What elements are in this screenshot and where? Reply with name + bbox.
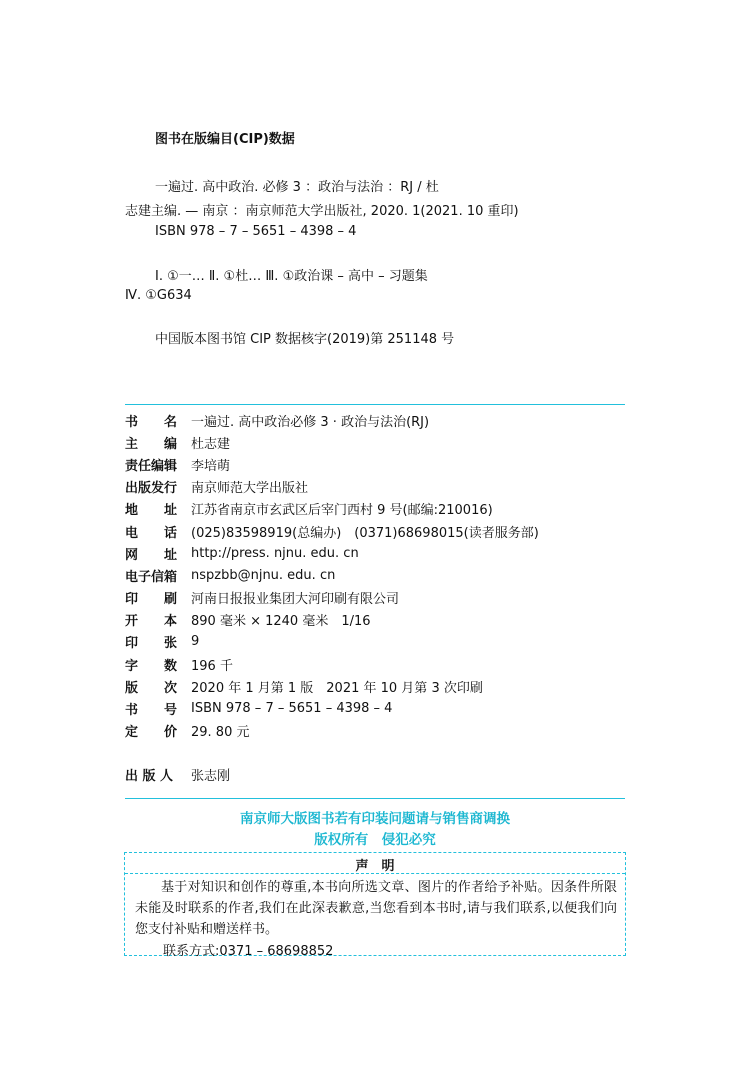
info-value: http://press. njnu. edu. cn [191, 545, 359, 561]
info-key: 书 号 [125, 703, 178, 719]
info-value: 李培萌 [191, 458, 231, 474]
book-info [125, 409, 625, 742]
cip-line-4: Ⅰ. ①一… Ⅱ. ①杜… Ⅲ. ①政治课 – 高中 – 习题集 [155, 269, 428, 284]
cip-line-5: Ⅳ. ①G634 [125, 288, 192, 303]
info-value: 杜志建 [191, 436, 231, 452]
info-key: 电子信箱 [125, 569, 178, 585]
info-key: 网 址 [125, 547, 178, 563]
statement-divider [125, 873, 625, 874]
info-value: 江苏省南京市玄武区后宰门西村 9 号(邮编:210016) [191, 503, 493, 519]
info-row-publisher [125, 476, 625, 498]
info-key: 印 张 [125, 636, 178, 652]
publisher-key: 出 版 人 [125, 769, 174, 784]
info-key: 字 数 [125, 658, 178, 674]
info-value: 南京师范大学出版社 [191, 481, 309, 497]
info-row-phone [125, 520, 625, 542]
info-row-edition [125, 675, 625, 697]
notice-line-2: 版权所有 侵犯必究 [314, 832, 436, 848]
info-row-price [125, 720, 625, 742]
info-value: 河南日报报业集团大河印刷有限公司 [191, 592, 400, 608]
info-key: 书 名 [125, 414, 178, 430]
info-key: 责任编辑 [125, 458, 178, 474]
info-row-title [125, 409, 625, 431]
info-row-format [125, 609, 625, 631]
info-row-printer [125, 587, 625, 609]
cip-line-1: 一遍过. 高中政治. 必修 3 ：政治与法治 ：RJ / 杜 [155, 180, 439, 195]
statement-box [124, 852, 626, 959]
info-key: 出版发行 [125, 481, 178, 497]
statement-body: 基于对知识和创作的尊重,本书向所选文章、图片的作者给予补贴。因条件所限未能及时联系的作者,我们在此深表歉意,当您看到本书时,请与我们联系,以便我们向您支付补贴和赠送样书。 [135, 880, 617, 937]
info-key: 开 本 [125, 614, 178, 630]
publisher-value: 张志刚 [191, 769, 231, 784]
top-divider [125, 404, 625, 405]
notice-line-1: 南京师大版图书若有印装问题请与销售商调换 [240, 811, 510, 827]
info-key: 印 刷 [125, 592, 178, 608]
bottom-divider [125, 798, 625, 799]
info-value: 196 千 [191, 658, 233, 674]
info-value: 一遍过. 高中政治必修 3 · 政治与法治(RJ) [191, 414, 430, 430]
info-row-isbn [125, 697, 625, 719]
info-key: 地 址 [125, 503, 178, 519]
info-row-website [125, 542, 625, 564]
info-row-email [125, 564, 625, 586]
info-value: 890 毫米 × 1240 毫米 1/16 [191, 614, 371, 630]
cip-title: 图书在版编目(CIP)数据 [155, 132, 295, 147]
info-value: 29. 80 元 [191, 725, 250, 741]
cip-line-2: 志建主编. — 南京 ：南京师范大学出版社, 2020. 1(2021. 10 重印) [125, 204, 519, 219]
info-value: 9 [191, 634, 200, 650]
cip-line-6: 中国版本图书馆 CIP 数据核字(2019)第 251148 号 [155, 332, 455, 347]
statement-title: 声 明 [355, 859, 395, 874]
info-value: (025)83598919(总编办) (0371)68698015(读者服务部) [191, 525, 539, 541]
info-key: 定 价 [125, 725, 178, 741]
info-value: ISBN 978 – 7 – 5651 – 4398 – 4 [191, 701, 393, 717]
info-row-address [125, 498, 625, 520]
info-value: nspzbb@njnu. edu. cn [191, 567, 336, 583]
info-key: 版 次 [125, 680, 178, 696]
info-row-sheets [125, 631, 625, 653]
info-row-word-count [125, 653, 625, 675]
cip-isbn: ISBN 978 – 7 – 5651 – 4398 – 4 [155, 224, 357, 239]
info-row-responsible-editor [125, 453, 625, 475]
info-key: 电 话 [125, 525, 178, 541]
info-value: 2020 年 1 月第 1 版 2021 年 10 月第 3 次印刷 [191, 680, 483, 696]
info-key: 主 编 [125, 436, 178, 452]
info-row-editor [125, 431, 625, 453]
publisher-row [125, 765, 230, 784]
statement-contact: 联系方式:0371 – 68698852 [163, 944, 334, 959]
